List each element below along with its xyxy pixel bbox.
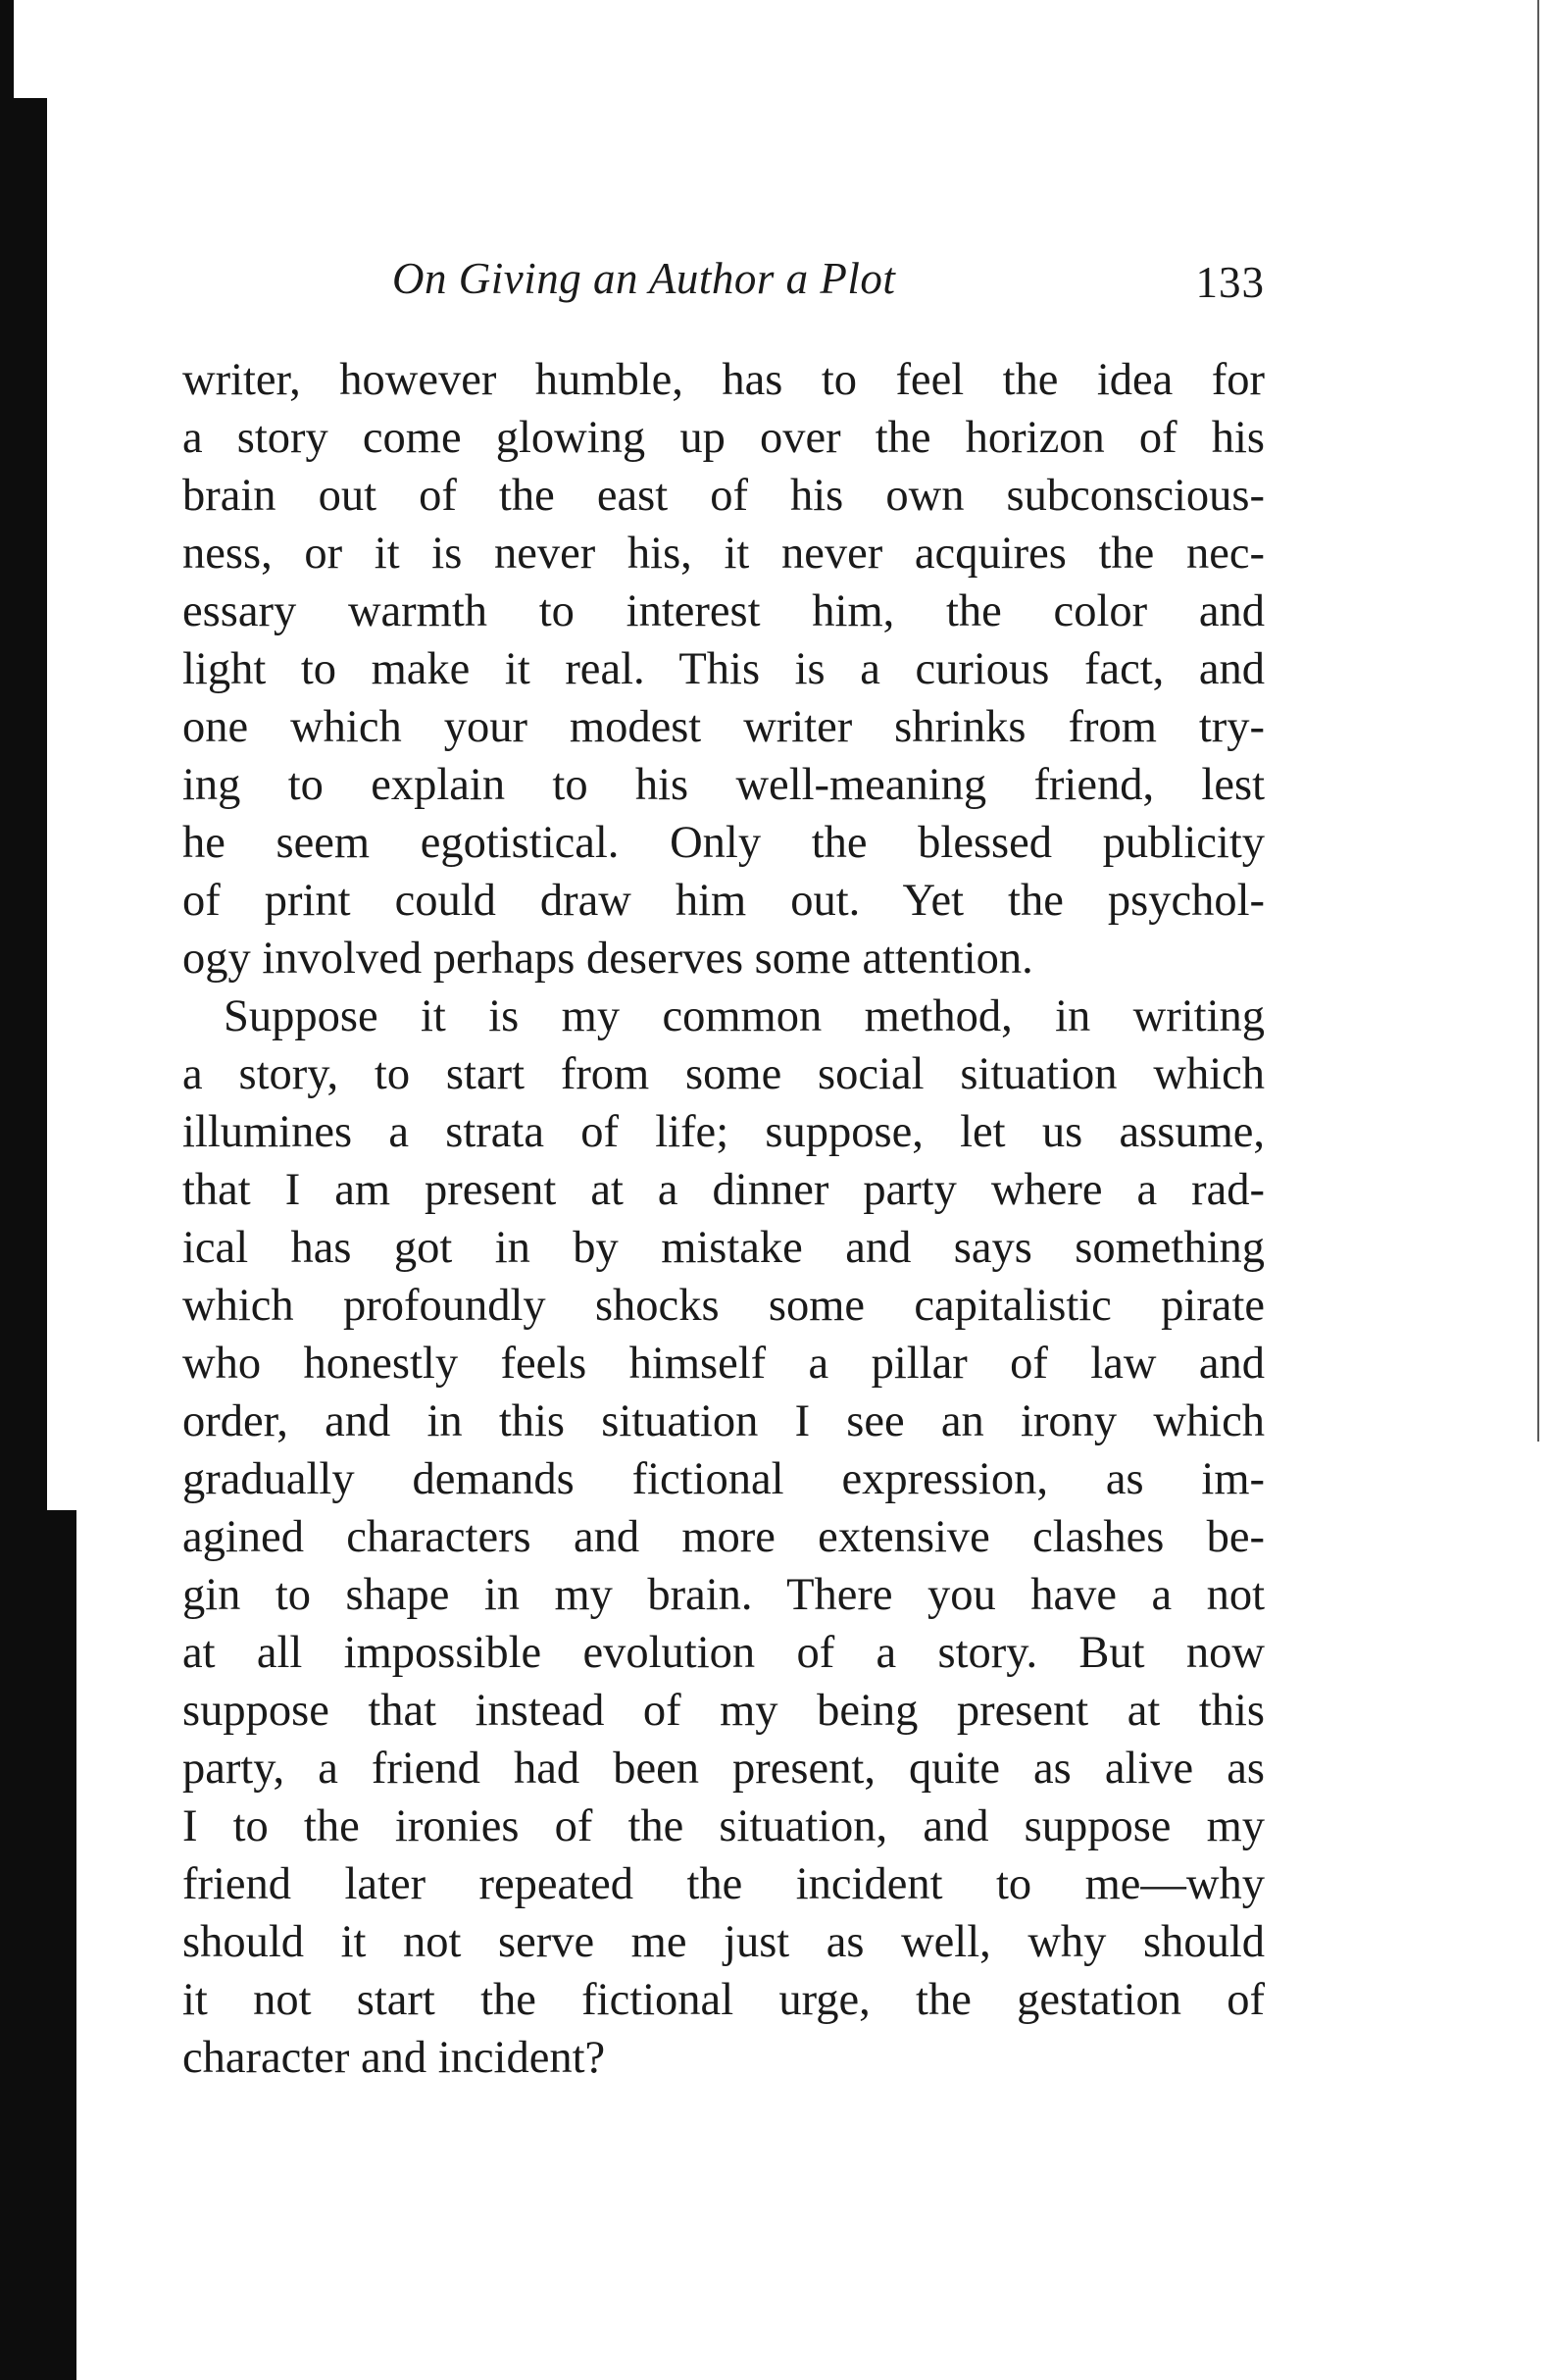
text-line: which profoundly shocks some capitalistic pirate bbox=[182, 1281, 1265, 1331]
text-line: one which your modest writer shrinks from try- bbox=[182, 702, 1265, 752]
text-line: illumines a strata of life; suppose, let us assume, bbox=[182, 1107, 1265, 1157]
text-line: I to the ironies of the situation, and suppose my bbox=[182, 1801, 1265, 1851]
body-text bbox=[182, 351, 1265, 2087]
text-line: light to make it real. This is a curious fact, and bbox=[182, 644, 1265, 694]
running-head bbox=[182, 249, 1265, 318]
text-line: a story come glowing up over the horizon of his bbox=[182, 413, 1265, 463]
text-line: essary warmth to interest him, the color and bbox=[182, 586, 1265, 636]
text-line: he seem egotistical. Only the blessed publicity bbox=[182, 818, 1265, 868]
text-line: should it not serve me just as well, why should bbox=[182, 1917, 1265, 1967]
text-line: ness, or it is never his, it never acquires the nec- bbox=[182, 529, 1265, 579]
page-edge-line bbox=[1537, 0, 1539, 1442]
running-title: On Giving an Author a Plot bbox=[392, 254, 896, 303]
text-line: party, a friend had been present, quite as alive as bbox=[182, 1744, 1265, 1794]
text-line: that I am present at a dinner party where a rad- bbox=[182, 1165, 1265, 1215]
text-line: of print could draw him out. Yet the psychol- bbox=[182, 876, 1265, 926]
text-line: Suppose it is my common method, in writing bbox=[224, 991, 1265, 1041]
text-line: gin to shape in my brain. There you have a not bbox=[182, 1570, 1265, 1620]
text-line: a story, to start from some social situation which bbox=[182, 1049, 1265, 1099]
text-line: brain out of the east of his own subconscious- bbox=[182, 471, 1265, 521]
text-line: friend later repeated the incident to me—why bbox=[182, 1859, 1265, 1909]
text-line: character and incident? bbox=[182, 2033, 606, 2083]
text-line: gradually demands fictional expression, as im- bbox=[182, 1454, 1265, 1504]
text-line: ical has got in by mistake and says something bbox=[182, 1223, 1265, 1273]
text-line: who honestly feels himself a pillar of law and bbox=[182, 1339, 1265, 1389]
text-line: suppose that instead of my being present at this bbox=[182, 1686, 1265, 1736]
text-line: order, and in this situation I see an irony which bbox=[182, 1396, 1265, 1446]
text-line: ing to explain to his well-meaning friend, lest bbox=[182, 760, 1265, 810]
text-line: ogy involved perhaps deserves some attention. bbox=[182, 934, 1033, 984]
text-line: agined characters and more extensive clashes be- bbox=[182, 1512, 1265, 1562]
binding-shadow-wide bbox=[0, 98, 47, 2380]
page-number: 133 bbox=[1195, 258, 1265, 307]
binding-shadow-lower bbox=[47, 1510, 76, 2380]
text-line: at all impossible evolution of a story. But now bbox=[182, 1628, 1265, 1678]
text-line: it not start the fictional urge, the gestation of bbox=[182, 1975, 1265, 2025]
text-line: writer, however humble, has to feel the idea for bbox=[182, 355, 1265, 405]
